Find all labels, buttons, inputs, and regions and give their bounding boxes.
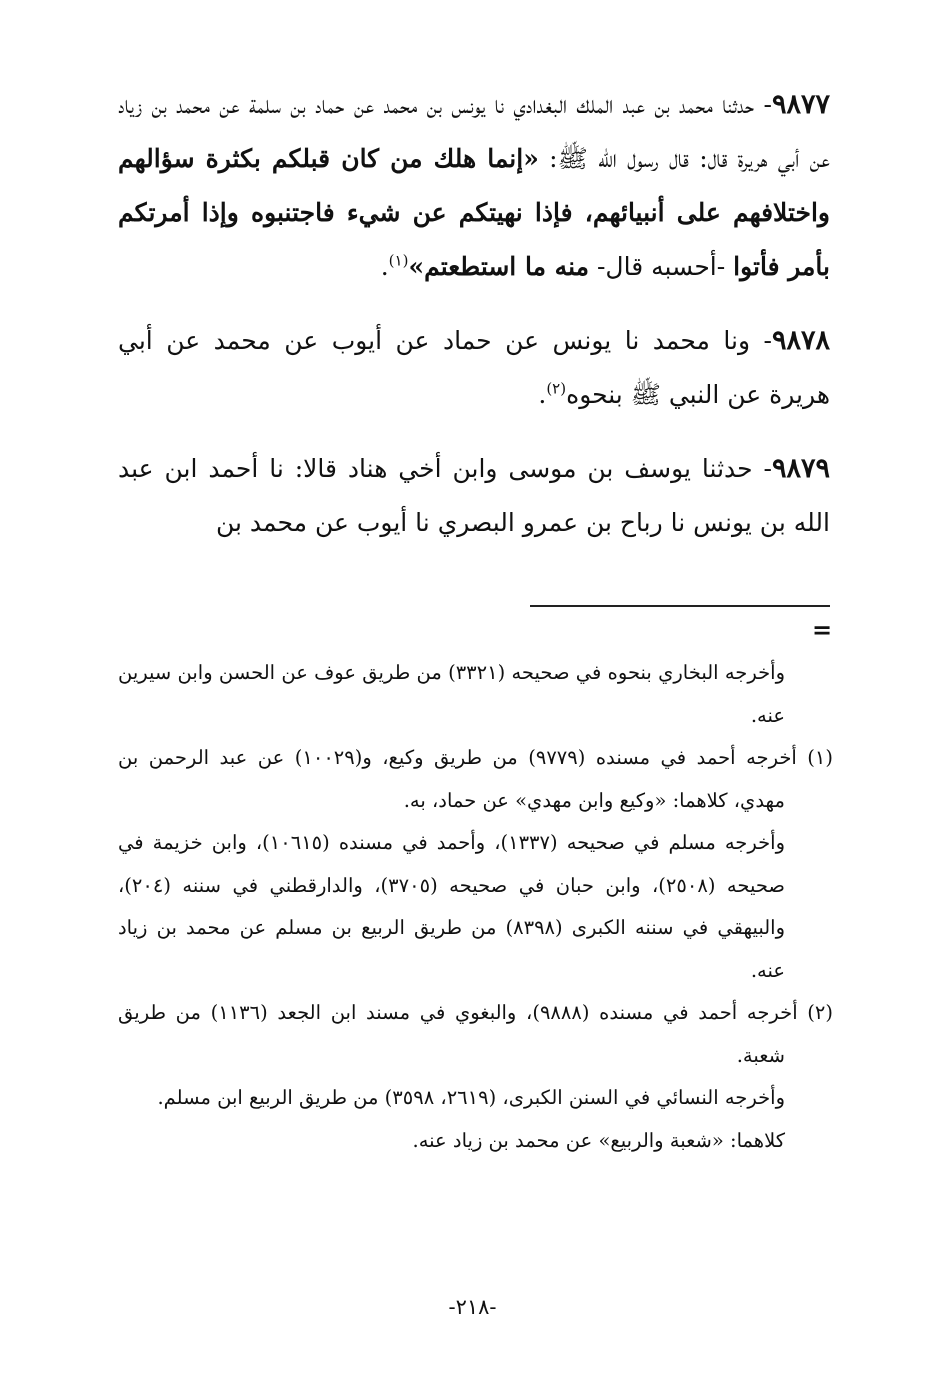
main-text xyxy=(118,78,830,570)
hadith-number: ٩٨٧٧ xyxy=(771,89,830,120)
hadith-number: ٩٨٧٨ xyxy=(771,325,830,356)
hadith-9877 xyxy=(118,78,830,294)
footnote-ref: (٢) xyxy=(546,379,567,398)
footnote-2: (٢) أخرجه أحمد في مسنده (٩٨٨٨)، والبغوي في مسند ابن الجعد (١١٣٦) من طريق شعبة. xyxy=(118,1001,834,1067)
hadith-end: . xyxy=(380,252,389,281)
page-number: -٢١٨- xyxy=(448,1295,497,1319)
hadith-isnad: - ونا محمد نا يونس عن حماد عن أيوب عن محمد عن أبي هريرة عن النبي ﷺ بنحوه xyxy=(118,326,830,409)
hadith-aside: -أحسبه قال- xyxy=(589,252,734,281)
hadith-matn-end: منه ما استطعتم» xyxy=(408,252,590,281)
footnote-separator xyxy=(530,605,830,607)
footnote-1: (١) أخرجه أحمد في مسنده (٩٧٧٩) من طريق وكيع، و(١٠٠٢٩) عن عبد الرحمن بن مهدي، كلاهما: «وكيع وابن مهدي» عن حماد، به. xyxy=(118,746,833,812)
hadith-number: ٩٨٧٩ xyxy=(771,453,830,484)
hadith-isnad: - حدثنا يوسف بن موسى وابن أخي هناد قالا: نا أحمد ابن عبد الله بن يونس نا رباح بن عمرو البصري نا أيوب عن محمد بن xyxy=(118,454,830,537)
footnote-continuation: كلاهما: «شعبة والربيع» عن محمد بن زياد عنه. xyxy=(412,1128,785,1152)
hadith-isnad: - حدثنا محمد بن عبد الملك البغدادي نا يونس بن محمد عن حماد بن سلمة عن محمد بن زياد عن أبي هريرة قال: قال رسول الله ﷺ: xyxy=(118,90,830,173)
footnote-continuation: وأخرجه النسائي في السنن الكبرى، (٢٦١٩، ٣٥٩٨) من طريق الربيع ابن مسلم. xyxy=(157,1086,785,1109)
hadith-9878 xyxy=(118,314,830,422)
footnotes xyxy=(118,652,833,1162)
footnote-ref: (١) xyxy=(388,251,409,270)
hadith-matn: «إنما هلك من كان قبلكم بكثرة سؤالهم واختلافهم على أنبيائهم، فإذا نهيتكم عن شيء فاجتنبوه وإذا أمرتكم بأمر فأتوا xyxy=(118,144,830,281)
continuation-mark: = xyxy=(812,615,833,644)
hadith-9879 xyxy=(118,442,830,550)
footnote-continuation: وأخرجه مسلم في صحيحه (١٣٣٧)، وأحمد في مسنده (١٠٦١٥)، وابن خزيمة في صحيحه (٢٥٠٨)، وابن حبان في صحيحه (٣٧٠٥)، والدارقطني في سننه (٢٠٤)، والبيهقي في سننه الكبرى (٨٣٩٨) من طريق الربيع بن مسلم عن محمد بن زياد عنه. xyxy=(118,831,785,982)
footnote-continuation: وأخرجه البخاري بنحوه في صحيحه (٣٣٢١) من طريق عوف عن الحسن وابن سيرين عنه. xyxy=(118,661,785,727)
hadith-end: . xyxy=(538,380,547,409)
